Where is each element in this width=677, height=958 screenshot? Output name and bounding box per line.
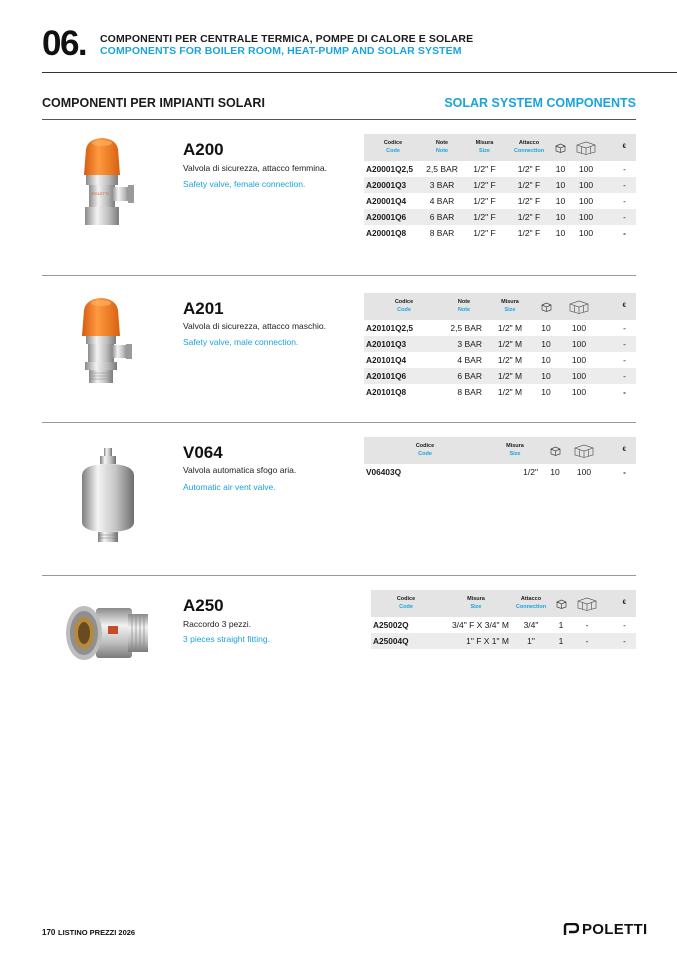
multi-box-icon: [571, 590, 603, 617]
table-row: A20001Q6 6 BAR 1/2" F 1/2" F 10 100 -: [364, 209, 636, 225]
price-table: [371, 590, 636, 649]
table-row: A25004Q 1" F X 1" M 1" 1 - -: [371, 633, 636, 649]
col-size: Misura Size: [486, 437, 544, 464]
air-vent-valve-image: [74, 446, 144, 544]
product-description-en: Automatic air vent valve.: [183, 482, 276, 492]
col-price: €: [602, 293, 636, 320]
col-code: Codice Code: [371, 590, 441, 617]
product-description-it: Valvola automatica sfogo aria.: [183, 465, 297, 475]
product-code: A250: [183, 596, 224, 615]
header-rule: [42, 72, 677, 73]
product-code: V064: [183, 443, 223, 462]
table-row: A20101Q4 4 BAR 1/2" M 10 100 -: [366, 355, 626, 365]
col-price: €: [602, 437, 636, 464]
divider: [42, 422, 636, 423]
chapter-title-en: COMPONENTS FOR BOILER ROOM, HEAT-PUMP AND SOLAR SYSTEM: [100, 45, 462, 57]
product-description-it: Raccordo 3 pezzi.: [183, 619, 252, 629]
col-code: Codice Code: [364, 437, 486, 464]
col-code: Codice Code: [364, 293, 444, 320]
product-description-it: Valvola di sicurezza, attacco maschio.: [183, 321, 326, 331]
multi-box-icon: [570, 134, 602, 161]
safety-valve-male-image: [74, 294, 144, 386]
multi-box-icon: [556, 293, 602, 320]
table-row: A20101Q6 6 BAR 1/2" M 10 100 -: [364, 368, 636, 384]
svg-text:POLETTI: POLETTI: [92, 191, 109, 196]
single-box-icon: [551, 590, 571, 617]
single-box-icon: [544, 437, 566, 464]
multi-box-icon: [566, 437, 602, 464]
poletti-logo-icon: [563, 923, 579, 937]
table-header: [364, 134, 636, 161]
col-connection: Attacco Connection: [511, 590, 551, 617]
product-description-it: Valvola di sicurezza, attacco femmina.: [183, 163, 327, 173]
price-table: [364, 293, 636, 400]
safety-valve-female-image: [72, 135, 150, 230]
table-row: A20001Q4 4 BAR 1/2" F 1/2" F 10 100 -: [366, 196, 626, 206]
table-row: A20001Q2,5 2,5 BAR 1/2" F 1/2" F 10 100 -: [366, 164, 626, 174]
product-description-en: Safety valve, female connection.: [183, 179, 306, 189]
table-header: [371, 590, 636, 617]
section-title-en: SOLAR SYSTEM COMPONENTS: [444, 96, 636, 110]
straight-fitting-image: [62, 596, 160, 668]
col-size: Misura Size: [462, 134, 507, 161]
col-size: Misura Size: [441, 590, 511, 617]
col-note: Note Note: [422, 134, 462, 161]
chapter-number: 06.: [42, 24, 87, 63]
col-size: Misura Size: [484, 293, 536, 320]
table-row: A20001Q8 8 BAR 1/2" F 1/2" F 10 100 -: [366, 228, 626, 238]
product-description-en: Safety valve, male connection.: [183, 337, 299, 347]
product-code: A201: [183, 299, 224, 318]
col-code: Codice Code: [364, 134, 422, 161]
col-connection: Attacco Connection: [507, 134, 551, 161]
divider: [42, 275, 636, 276]
price-table: [364, 134, 636, 241]
page-number: 170: [42, 928, 56, 937]
single-box-icon: [551, 134, 570, 161]
table-row: A20101Q3 3 BAR 1/2" M 10 100 -: [364, 336, 636, 352]
single-box-icon: [536, 293, 556, 320]
table-row: A20001Q3 3 BAR 1/2" F 1/2" F 10 100 -: [364, 177, 636, 193]
table-row: V06403Q 1/2" 10 100 -: [366, 467, 626, 477]
col-note: Note Note: [444, 293, 484, 320]
table-header: [364, 293, 636, 320]
brand-name: POLETTI: [582, 921, 648, 938]
chapter-title-it: COMPONENTI PER CENTRALE TERMICA, POMPE DI CALORE E SOLARE: [100, 33, 474, 45]
section-title-it: COMPONENTI PER IMPIANTI SOLARI: [42, 96, 265, 110]
section-rule: [42, 119, 636, 120]
table-header: [364, 437, 636, 464]
brand-logo: [563, 921, 647, 938]
product-code: A200: [183, 140, 224, 159]
table-row: A20101Q2,5 2,5 BAR 1/2" M 10 100 -: [366, 323, 626, 333]
table-row: A20101Q8 8 BAR 1/2" M 10 100 -: [366, 387, 626, 397]
col-price: €: [602, 134, 636, 161]
col-price: €: [603, 590, 636, 617]
divider: [42, 575, 636, 576]
table-row: A25002Q 3/4" F X 3/4" M 3/4" 1 - -: [373, 620, 626, 630]
price-table: [364, 437, 636, 480]
price-list-label: LISTINO PREZZI 2026: [58, 928, 136, 937]
product-description-en: 3 pieces straight fitting.: [183, 634, 270, 644]
